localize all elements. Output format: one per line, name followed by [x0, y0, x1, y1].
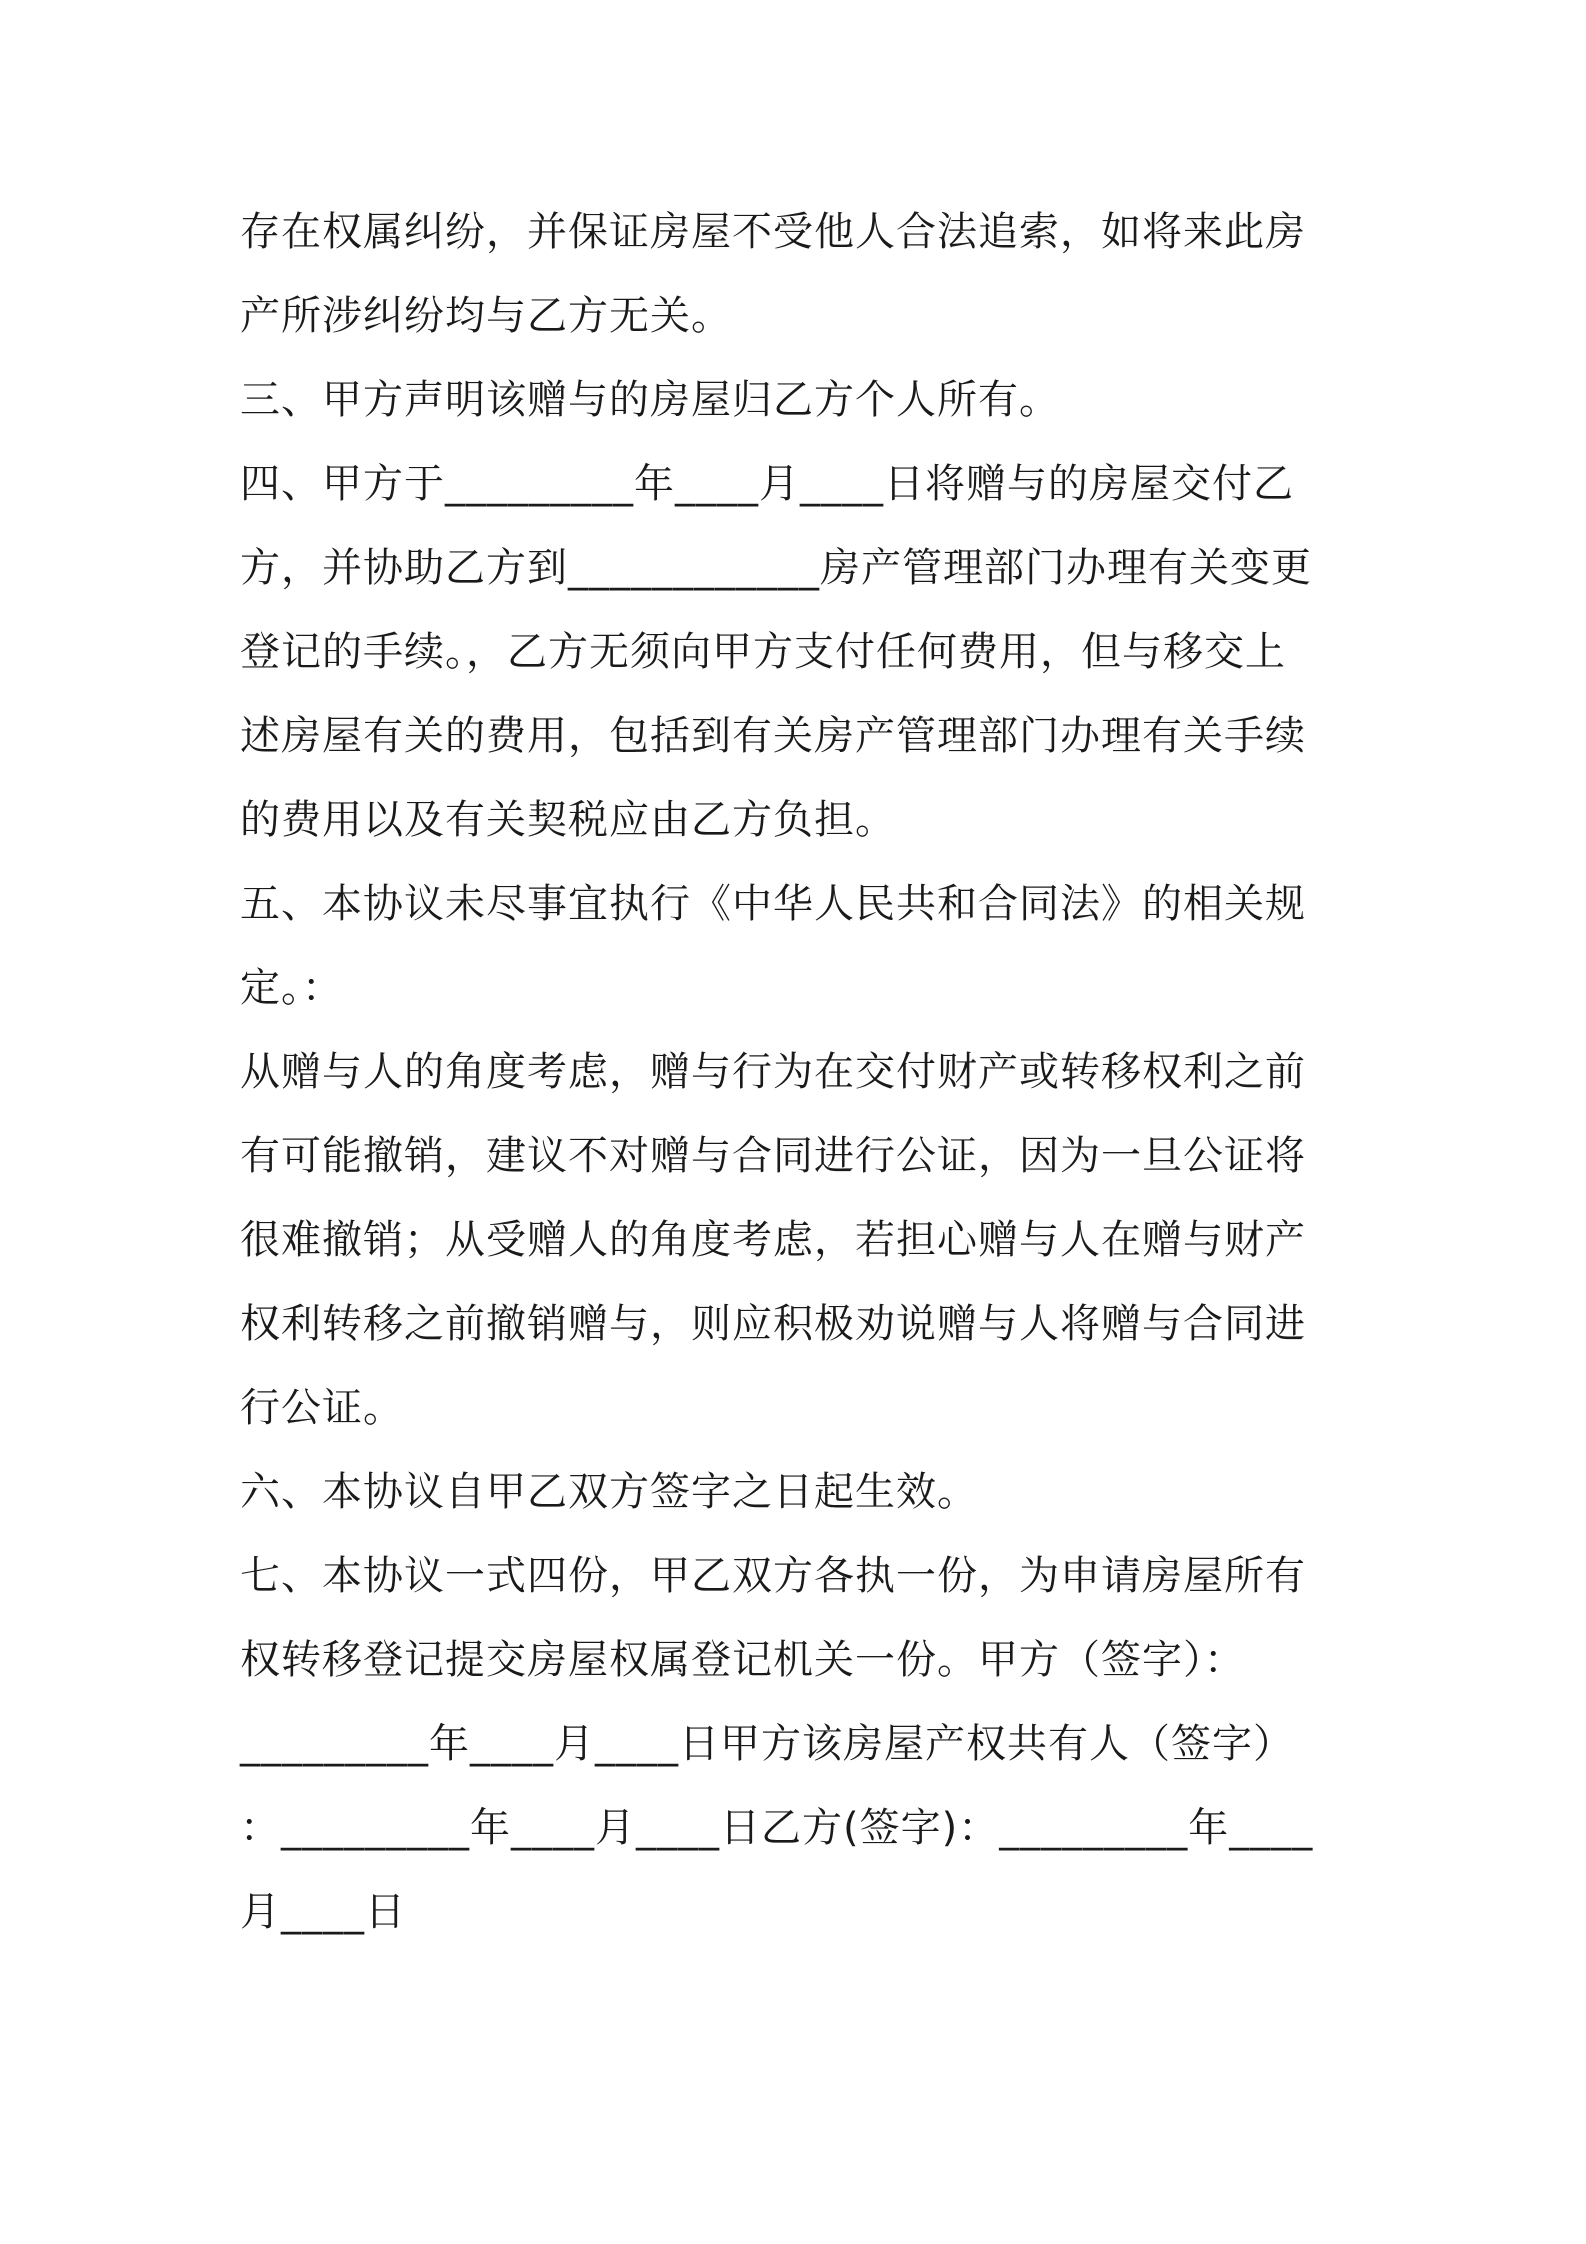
document-body [240, 190, 1360, 1954]
text-line: 的费用以及有关契税应由乙方负担。 [240, 797, 896, 843]
clause-four: 四、甲方于_________年____月____日将赠与的房屋交付乙 [240, 461, 1294, 507]
note-paragraph: 从赠与人的角度考虑，赠与行为在交付财产或转移权利之前 [240, 1049, 1306, 1095]
signature-line: _________年____月____日甲方该房屋产权共有人（签字） [240, 1721, 1294, 1767]
signature-line: ：_________年____月____日乙方(签字)：_________年____ [240, 1805, 1314, 1851]
signature-line: 月____日 [240, 1889, 406, 1935]
text-line: 述房屋有关的费用，包括到有关房产管理部门办理有关手续 [240, 713, 1306, 759]
text-line: 方，并协助乙方到____________房产管理部门办理有关变更 [240, 545, 1312, 591]
clause-seven: 七、本协议一式四份，甲乙双方各执一份，为申请房屋所有 [240, 1553, 1306, 1599]
text-line: 权利转移之前撤销赠与，则应积极劝说赠与人将赠与合同进 [240, 1301, 1306, 1347]
text-line: 定。： [240, 965, 343, 1011]
text-line: 很难撤销；从受赠人的角度考虑，若担心赠与人在赠与财产 [240, 1217, 1306, 1263]
text-line: 产所涉纠纷均与乙方无关。 [240, 293, 732, 339]
clause-five: 五、本协议未尽事宜执行《中华人民共和合同法》的相关规 [240, 881, 1306, 927]
text-line: 有可能撤销，建议不对赠与合同进行公证，因为一旦公证将 [240, 1133, 1306, 1179]
text-line: 存在权属纠纷，并保证房屋不受他人合法追索，如将来此房 [240, 209, 1306, 255]
text-line: 行公证。 [240, 1385, 404, 1431]
clause-six: 六、本协议自甲乙双方签字之日起生效。 [240, 1469, 978, 1515]
text-line: 登记的手续。，乙方无须向甲方支付任何费用，但与移交上 [240, 629, 1286, 675]
text-line: 权转移登记提交房屋权属登记机关一份。甲方（签字）： [240, 1637, 1245, 1683]
clause-three: 三、甲方声明该赠与的房屋归乙方个人所有。 [240, 377, 1060, 423]
